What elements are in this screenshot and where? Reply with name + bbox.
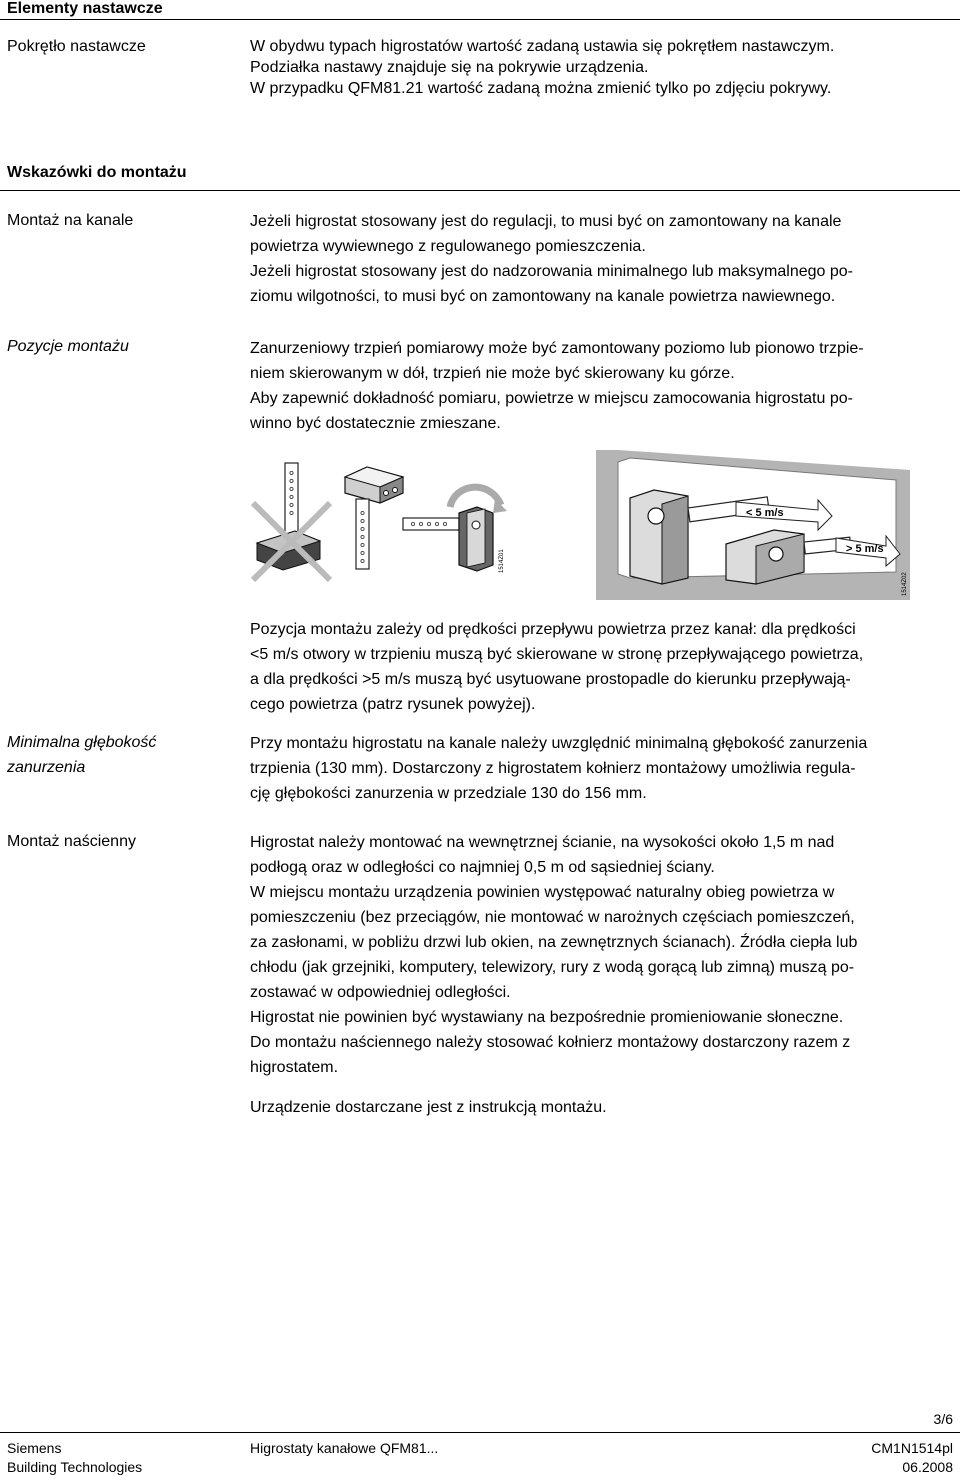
speed-label-high: > 5 m/s [846, 543, 884, 555]
mounting-positions-text [250, 336, 955, 436]
text-line: Aby zapewnić dokładność pomiaru, powietrze w miejscu zamocowania higrostatu po- [250, 390, 853, 407]
downward-mount-icon [345, 467, 403, 569]
duct-mounting-text [250, 209, 955, 309]
footer-date: 06.2008 [902, 1459, 953, 1475]
text-line: Jeżeli higrostat stosowany jest do nadzorowania minimalnego lub maksymalnego po- [250, 263, 853, 280]
mounting-orientation-figure [245, 455, 510, 585]
text-line: Przy montażu higrostatu na kanale należy uwzględnić minimalną głębokość zanurzenia [250, 735, 868, 752]
text-line: ziomu wilgotności, to musi być on zamontowany na kanale powietrza nawiewnego. [250, 288, 836, 305]
side-label-mounting-positions: Pozycje montażu [7, 338, 129, 355]
footer-doc-title: Higrostaty kanałowe QFM81... [250, 1440, 439, 1456]
text-line: W obydwu typach higrostatów wartość zadaną ustawia się pokrętłem nastawczym. [250, 38, 835, 55]
text-line: podłogą oraz w odległości co najmniej 0,5 m od sąsiedniej ściany. [250, 859, 715, 876]
section-title-setting-elements: Elementy nastawcze [7, 0, 163, 17]
text-line: W miejscu montażu urządzenia powinien występować naturalny obieg powietrza w [250, 884, 835, 901]
text-line: powietrza wywiewnego z regulowanego pomieszczenia. [250, 238, 646, 255]
text-line: trzpienia (130 mm). Dostarczony z higrostatem kołnierz montażowy umożliwia regula- [250, 760, 856, 777]
text-line: cego powietrza (patrz rysunek powyżej). [250, 696, 536, 713]
text-line: Jeżeli higrostat stosowany jest do regulacji, to musi być on zamontowany na kanale [250, 213, 842, 230]
footer-division: Building Technologies [7, 1459, 143, 1475]
section-divider [0, 19, 960, 20]
text-line: Higrostat nie powinien być wystawiany na bezpośrednie promieniowanie słoneczne. [250, 1009, 844, 1026]
horizontal-mount-icon [403, 487, 507, 571]
text-line: Podziałka nastawy znajduje się na pokrywie urządzenia. [250, 59, 649, 76]
side-label-duct-mounting: Montaż na kanale [7, 212, 134, 229]
text-line: Higrostat należy montować na wewnętrznej ścianie, na wysokości około 1,5 m nad [250, 834, 835, 851]
side-label-min-depth [7, 730, 156, 780]
text-line: Zanurzeniowy trzpień pomiarowy może być zamontowany poziomo lub pionowo trzpie- [250, 340, 864, 357]
side-label-wall-mounting: Montaż naścienny [7, 833, 136, 850]
text-line: zostawać w odpowiedniej odległości. [250, 984, 511, 1001]
section-title-mounting-notes: Wskazówki do montażu [7, 164, 187, 181]
footer-doc-code: CM1N1514pl [871, 1440, 953, 1456]
wall-mounting-text [250, 830, 955, 1080]
setting-knob-text [250, 36, 955, 99]
footer-divider [0, 1432, 960, 1433]
upward-mount-crossed-icon [253, 463, 330, 580]
text-line: za zasłonami, w pobliżu drzwi lub okien, na zewnętrznych ścianach). Źródła ciepła lub [250, 934, 858, 951]
page-number: 3/6 [933, 1411, 953, 1427]
text-line: Do montażu naściennego należy stosować kołnierz montażowy dostarczony razem z [250, 1034, 851, 1051]
text-line: higrostatem. [250, 1059, 339, 1076]
text-line: Pozycja montażu zależy od prędkości przepływu powietrza przez kanał: dla prędkości [250, 621, 856, 638]
side-label-line: zanurzenia [7, 759, 86, 776]
text-line: winno być dostatecznie zmieszane. [250, 415, 501, 432]
figure-code-right: 1514Z02 [902, 572, 908, 596]
speed-label-low: < 5 m/s [746, 507, 784, 519]
text-line: <5 m/s otwory w trzpieniu muszą być skierowane w stronę przepływającego powietrza, [250, 646, 864, 663]
min-depth-text [250, 731, 955, 806]
text-line: pomieszczeniu (bez przeciągów, nie montować w narożnych częściach pomieszczeń, [250, 909, 855, 926]
text-line: chłodu (jak grzejniki, komputery, telewizory, rury z wodą gorącą lub zimną) muszą po- [250, 959, 855, 976]
text-line: W przypadku QFM81.21 wartość zadaną można zmienić tylko po zdjęciu pokrywy. [250, 80, 832, 97]
installation-note: Urządzenie dostarczane jest z instrukcją montażu. [250, 1099, 607, 1116]
side-label-line: Minimalna głębokość [7, 734, 157, 751]
section-divider [0, 190, 960, 191]
side-label-setting-knob: Pokrętło nastawcze [7, 38, 146, 55]
text-line: niem skierowanym w dół, trzpień nie może być skierowany ku górze. [250, 365, 735, 382]
footer-company: Siemens [7, 1440, 62, 1456]
flow-speed-text [250, 617, 955, 717]
figure-code-left: 1514Z01 [499, 549, 505, 573]
text-line: a dla prędkości >5 m/s muszą być usytuowane prostopadle do kierunku przepływają- [250, 671, 851, 688]
text-line: cję głębokości zanurzenia w przedziale 130 do 156 mm. [250, 785, 647, 802]
duct-installation-figure [596, 450, 910, 600]
